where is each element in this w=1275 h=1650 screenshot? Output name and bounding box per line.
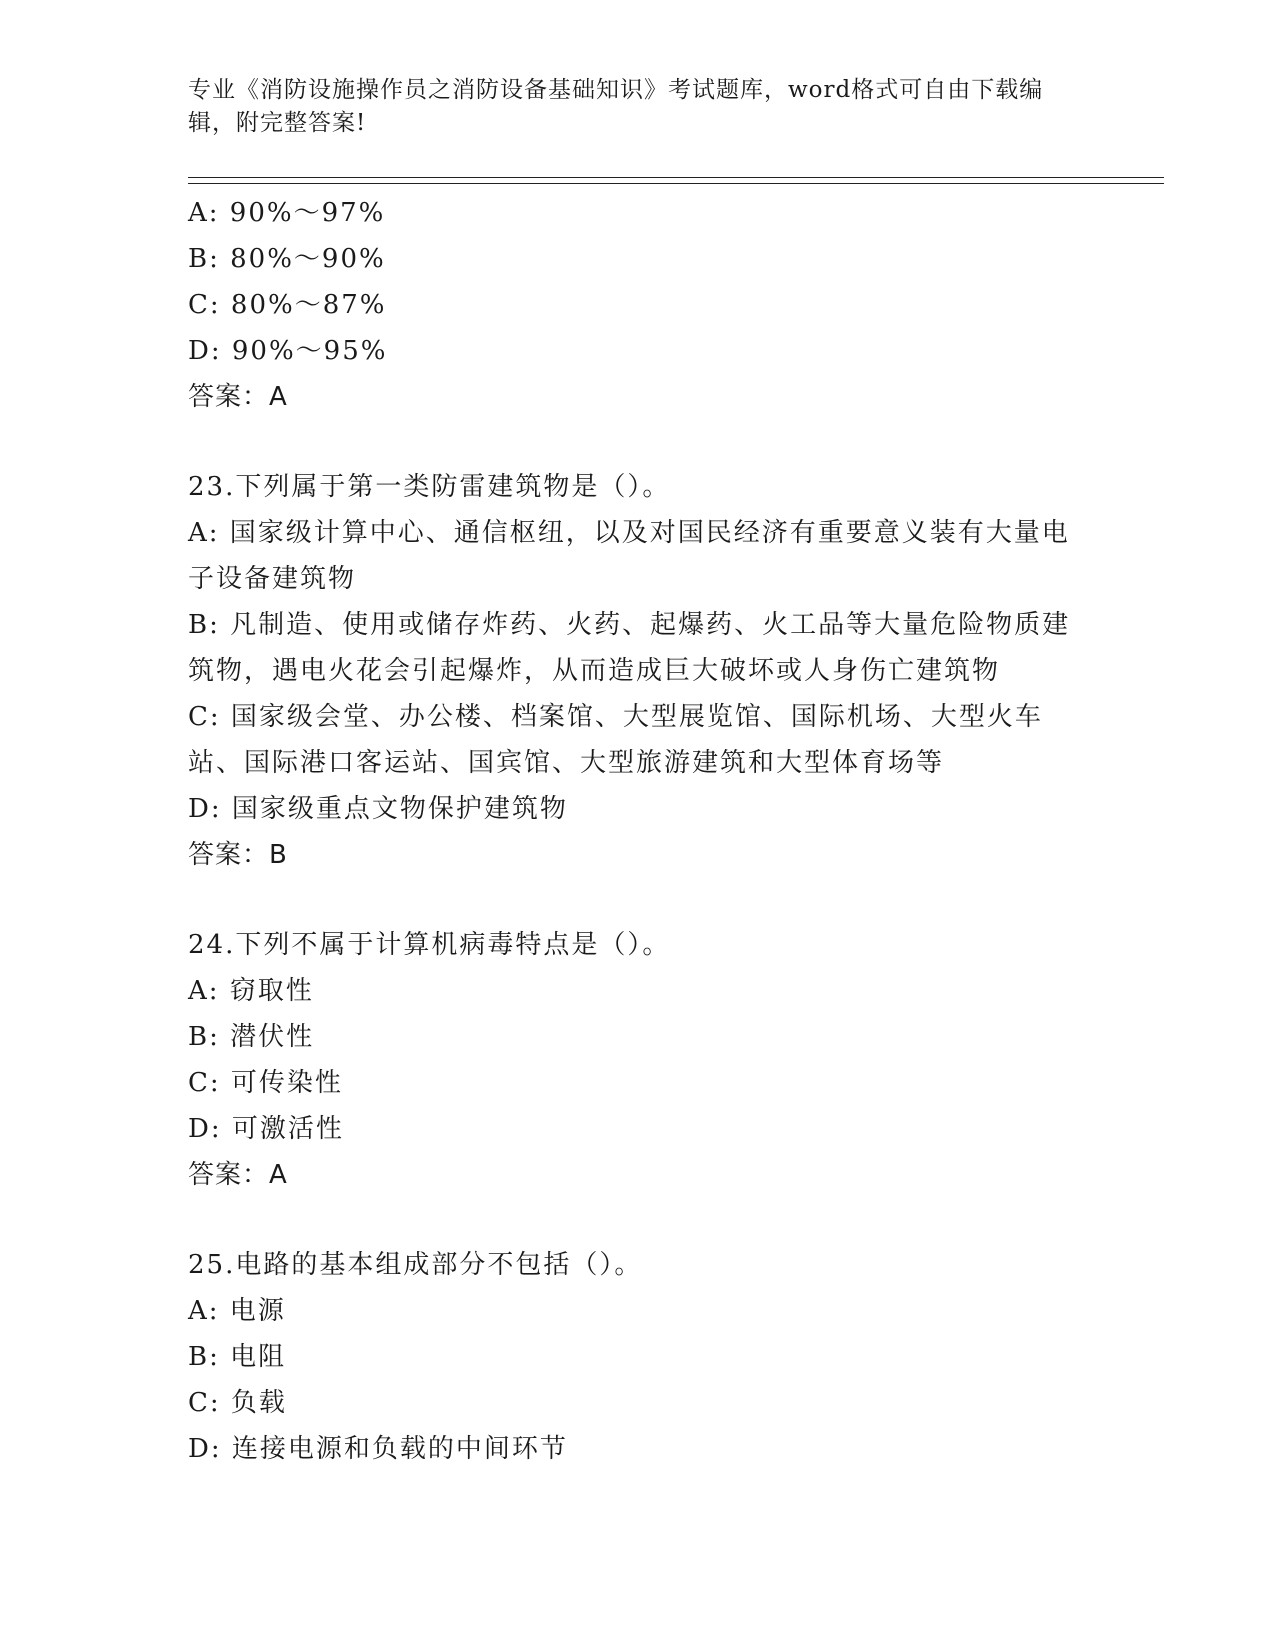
option-a: A: 电源 bbox=[188, 1296, 286, 1326]
option-a: A: 90%～97% bbox=[188, 198, 386, 228]
answer-line: 答案：A bbox=[188, 1160, 288, 1190]
option-d: D: 可激活性 bbox=[188, 1114, 344, 1144]
answer-line: 答案：B bbox=[188, 840, 288, 870]
option-d: D: 连接电源和负载的中间环节 bbox=[188, 1434, 568, 1464]
option-a: A: 窃取性 bbox=[188, 976, 314, 1006]
option-b: B: 电阻 bbox=[188, 1342, 287, 1372]
question-text: 25.电路的基本组成部分不包括（）。 bbox=[188, 1250, 643, 1280]
option-b: B: 潜伏性 bbox=[188, 1022, 315, 1052]
option-c: C: 负载 bbox=[188, 1388, 287, 1418]
question-list bbox=[188, 190, 1088, 1472]
option-b: B: 凡制造、使用或储存炸药、火药、起爆药、火工品等大量危险物质建筑物，遇电火花会引起爆炸，从而造成巨大破坏或人身伤亡建筑物 bbox=[188, 610, 1071, 686]
option-b: B: 80%～90% bbox=[188, 244, 386, 274]
question-24-block bbox=[188, 922, 1088, 1198]
answer-line: 答案：A bbox=[188, 382, 288, 412]
question-25-block bbox=[188, 1242, 1088, 1472]
spacer bbox=[188, 1198, 1088, 1242]
header-divider-top bbox=[188, 177, 1164, 178]
option-d: D: 90%～95% bbox=[188, 336, 388, 366]
spacer bbox=[188, 420, 1088, 464]
question-text: 23.下列属于第一类防雷建筑物是（）。 bbox=[188, 472, 671, 502]
option-c: C: 国家级会堂、办公楼、档案馆、大型展览馆、国际机场、大型火车站、国际港口客运站、国宾馆、大型旅游建筑和大型体育场等 bbox=[188, 702, 1043, 778]
option-c: C: 可传染性 bbox=[188, 1068, 343, 1098]
option-a: A: 国家级计算中心、通信枢纽，以及对国民经济有重要意义装有大量电子设备建筑物 bbox=[188, 518, 1070, 594]
header-divider-bottom bbox=[188, 183, 1164, 184]
option-d: D: 国家级重点文物保护建筑物 bbox=[188, 794, 568, 824]
question-22-block bbox=[188, 190, 1088, 420]
document-header bbox=[188, 74, 1088, 140]
question-23-block bbox=[188, 464, 1088, 878]
spacer bbox=[188, 878, 1088, 922]
option-c: C: 80%～87% bbox=[188, 290, 387, 320]
header-intro-text: 专业《消防设施操作员之消防设备基础知识》考试题库，word格式可自由下载编辑，附完整答案! bbox=[188, 77, 1044, 136]
question-text: 24.下列不属于计算机病毒特点是（）。 bbox=[188, 930, 671, 960]
